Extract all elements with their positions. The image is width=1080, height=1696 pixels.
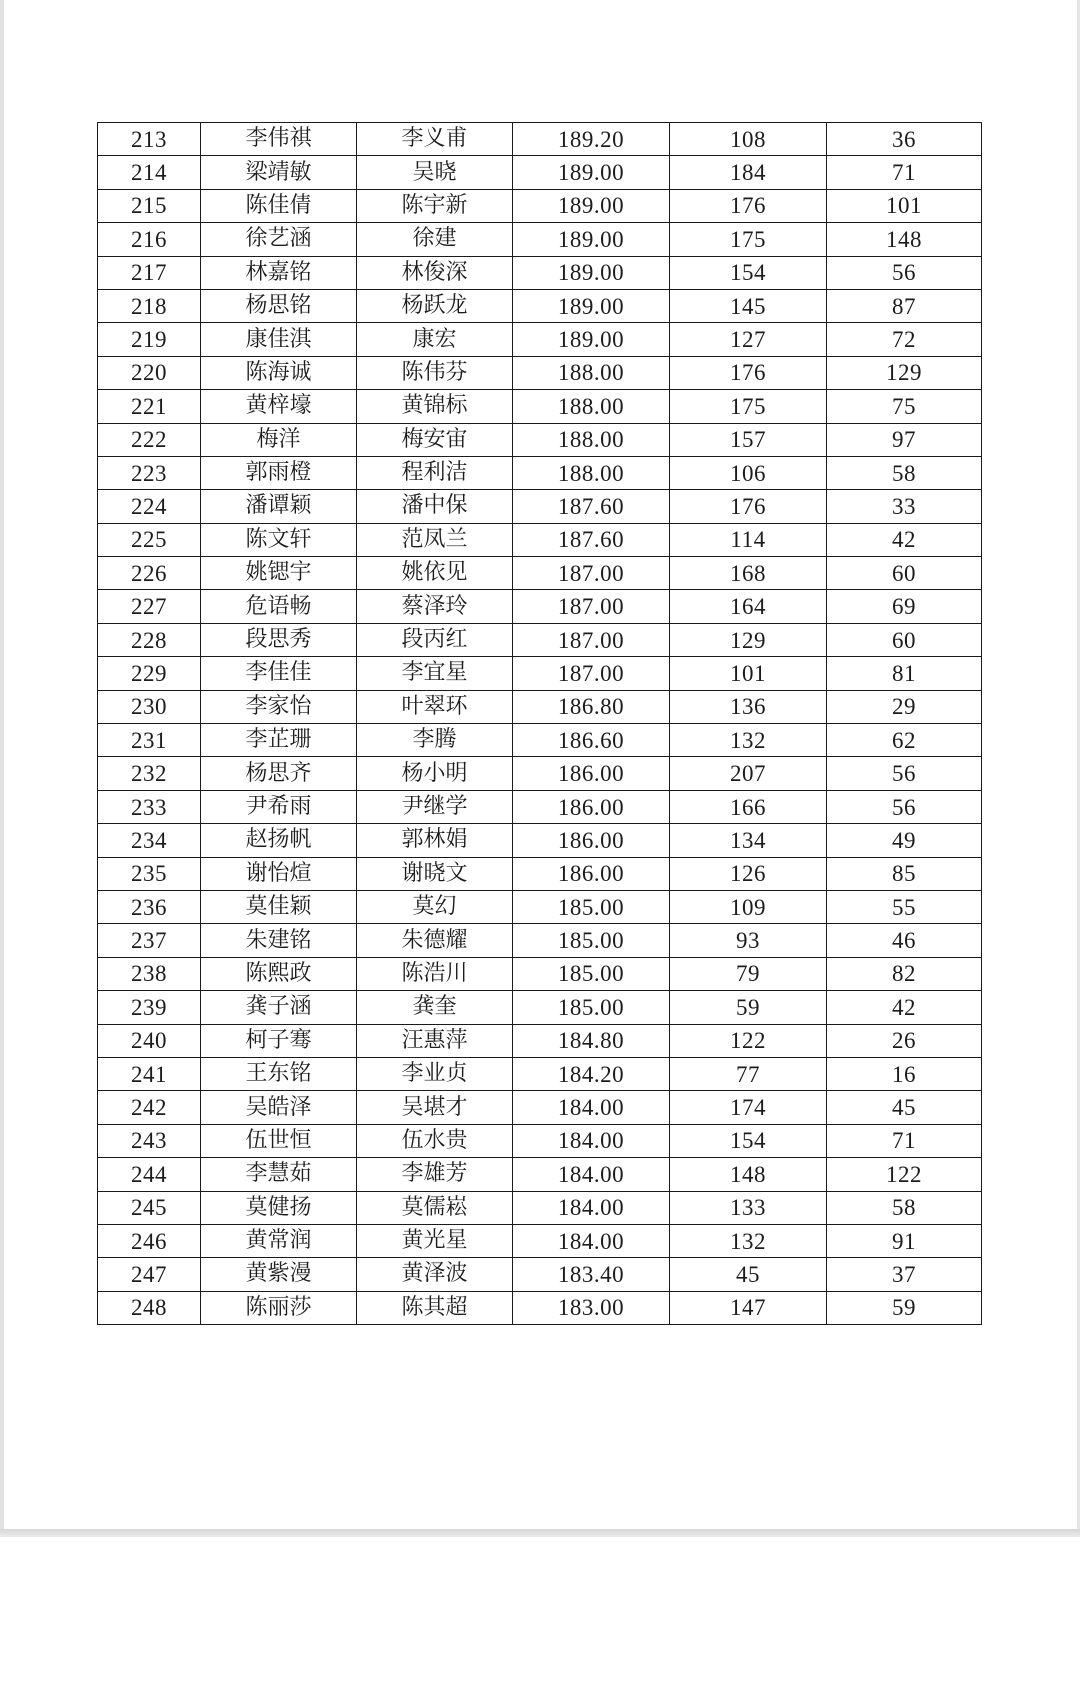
table-row — [98, 123, 982, 156]
table-row — [98, 757, 982, 790]
cell-student-name: 赵扬帆 — [201, 824, 357, 857]
table-row — [98, 724, 982, 757]
cell-rank: 232 — [98, 757, 201, 790]
cell-score: 188.00 — [513, 390, 670, 423]
table-row — [98, 957, 982, 990]
cell-student-name: 杨思齐 — [201, 757, 357, 790]
cell-col5: 147 — [670, 1291, 827, 1324]
cell-student-name: 姚锶宇 — [201, 557, 357, 590]
cell-score: 186.60 — [513, 724, 670, 757]
cell-col5: 106 — [670, 456, 827, 489]
cell-student-name: 李伟祺 — [201, 123, 357, 156]
cell-col5: 164 — [670, 590, 827, 623]
cell-col5: 129 — [670, 623, 827, 656]
cell-student-name: 林嘉铭 — [201, 256, 357, 289]
table-row — [98, 1224, 982, 1257]
cell-guardian-name: 龚奎 — [357, 991, 513, 1024]
cell-col6: 62 — [827, 724, 982, 757]
cell-score: 185.00 — [513, 991, 670, 1024]
cell-col6: 55 — [827, 890, 982, 923]
table-row — [98, 323, 982, 356]
cell-rank: 248 — [98, 1291, 201, 1324]
cell-col5: 168 — [670, 557, 827, 590]
cell-rank: 229 — [98, 657, 201, 690]
cell-col6: 46 — [827, 924, 982, 957]
cell-col6: 101 — [827, 189, 982, 222]
cell-rank: 226 — [98, 557, 201, 590]
cell-col5: 176 — [670, 356, 827, 389]
cell-col5: 176 — [670, 189, 827, 222]
cell-score: 185.00 — [513, 957, 670, 990]
cell-guardian-name: 杨小明 — [357, 757, 513, 790]
table-row — [98, 390, 982, 423]
table-row — [98, 890, 982, 923]
cell-rank: 233 — [98, 790, 201, 823]
cell-col5: 101 — [670, 657, 827, 690]
cell-score: 184.00 — [513, 1124, 670, 1157]
cell-col6: 72 — [827, 323, 982, 356]
cell-guardian-name: 段丙红 — [357, 623, 513, 656]
cell-col5: 154 — [670, 256, 827, 289]
cell-col6: 58 — [827, 456, 982, 489]
scan-left-edge — [0, 0, 4, 1533]
cell-col5: 109 — [670, 890, 827, 923]
score-table — [97, 122, 982, 1325]
cell-guardian-name: 莫儒崧 — [357, 1191, 513, 1224]
cell-guardian-name: 徐建 — [357, 223, 513, 256]
cell-student-name: 陈文轩 — [201, 523, 357, 556]
cell-score: 189.00 — [513, 289, 670, 322]
cell-student-name: 段思秀 — [201, 623, 357, 656]
table-row — [98, 356, 982, 389]
cell-student-name: 柯子骞 — [201, 1024, 357, 1057]
cell-col6: 71 — [827, 1124, 982, 1157]
table-row — [98, 1024, 982, 1057]
cell-col6: 87 — [827, 289, 982, 322]
cell-student-name: 黄梓壕 — [201, 390, 357, 423]
cell-col5: 166 — [670, 790, 827, 823]
cell-rank: 213 — [98, 123, 201, 156]
cell-guardian-name: 李雄芳 — [357, 1158, 513, 1191]
cell-guardian-name: 李宜星 — [357, 657, 513, 690]
cell-student-name: 危语畅 — [201, 590, 357, 623]
cell-score: 184.20 — [513, 1057, 670, 1090]
cell-col6: 37 — [827, 1258, 982, 1291]
cell-score: 187.60 — [513, 490, 670, 523]
cell-score: 186.00 — [513, 790, 670, 823]
cell-student-name: 黄紫漫 — [201, 1258, 357, 1291]
cell-rank: 247 — [98, 1258, 201, 1291]
cell-col5: 136 — [670, 690, 827, 723]
cell-rank: 216 — [98, 223, 201, 256]
cell-guardian-name: 伍水贵 — [357, 1124, 513, 1157]
cell-score: 185.00 — [513, 890, 670, 923]
cell-col6: 26 — [827, 1024, 982, 1057]
cell-col5: 93 — [670, 924, 827, 957]
cell-rank: 241 — [98, 1057, 201, 1090]
table-row — [98, 557, 982, 590]
table-row — [98, 423, 982, 456]
cell-score: 188.00 — [513, 456, 670, 489]
cell-guardian-name: 杨跃龙 — [357, 289, 513, 322]
cell-rank: 227 — [98, 590, 201, 623]
cell-score: 187.00 — [513, 590, 670, 623]
cell-student-name: 李佳佳 — [201, 657, 357, 690]
cell-guardian-name: 李业贞 — [357, 1057, 513, 1090]
cell-col6: 56 — [827, 757, 982, 790]
cell-student-name: 李芷珊 — [201, 724, 357, 757]
cell-guardian-name: 谢晓文 — [357, 857, 513, 890]
table-row — [98, 623, 982, 656]
cell-col6: 56 — [827, 790, 982, 823]
cell-rank: 246 — [98, 1224, 201, 1257]
cell-col6: 82 — [827, 957, 982, 990]
cell-rank: 244 — [98, 1158, 201, 1191]
table-row — [98, 1191, 982, 1224]
table-row — [98, 256, 982, 289]
cell-col5: 134 — [670, 824, 827, 857]
cell-guardian-name: 潘中保 — [357, 490, 513, 523]
cell-score: 186.80 — [513, 690, 670, 723]
cell-rank: 234 — [98, 824, 201, 857]
table-container — [97, 122, 982, 1325]
cell-score: 184.00 — [513, 1191, 670, 1224]
cell-col5: 176 — [670, 490, 827, 523]
cell-rank: 217 — [98, 256, 201, 289]
table-row — [98, 1258, 982, 1291]
table-row — [98, 289, 982, 322]
cell-student-name: 陈熙政 — [201, 957, 357, 990]
cell-col5: 174 — [670, 1091, 827, 1124]
table-row — [98, 1158, 982, 1191]
cell-score: 189.00 — [513, 256, 670, 289]
cell-rank: 218 — [98, 289, 201, 322]
cell-guardian-name: 林俊深 — [357, 256, 513, 289]
cell-col6: 29 — [827, 690, 982, 723]
cell-guardian-name: 莫幻 — [357, 890, 513, 923]
cell-score: 187.00 — [513, 657, 670, 690]
cell-col5: 45 — [670, 1258, 827, 1291]
cell-col5: 127 — [670, 323, 827, 356]
cell-rank: 243 — [98, 1124, 201, 1157]
cell-rank: 236 — [98, 890, 201, 923]
cell-rank: 239 — [98, 991, 201, 1024]
cell-col6: 60 — [827, 623, 982, 656]
cell-student-name: 郭雨橙 — [201, 456, 357, 489]
cell-score: 189.20 — [513, 123, 670, 156]
cell-rank: 220 — [98, 356, 201, 389]
table-row — [98, 1124, 982, 1157]
cell-col6: 16 — [827, 1057, 982, 1090]
cell-student-name: 黄常润 — [201, 1224, 357, 1257]
table-row — [98, 857, 982, 890]
cell-col6: 97 — [827, 423, 982, 456]
cell-col5: 59 — [670, 991, 827, 1024]
cell-score: 186.00 — [513, 824, 670, 857]
cell-rank: 221 — [98, 390, 201, 423]
table-row — [98, 189, 982, 222]
cell-student-name: 陈海诚 — [201, 356, 357, 389]
table-row — [98, 1057, 982, 1090]
cell-student-name: 杨思铭 — [201, 289, 357, 322]
cell-rank: 240 — [98, 1024, 201, 1057]
cell-score: 184.00 — [513, 1224, 670, 1257]
cell-score: 186.00 — [513, 857, 670, 890]
cell-student-name: 谢怡煊 — [201, 857, 357, 890]
cell-guardian-name: 黄锦标 — [357, 390, 513, 423]
table-row — [98, 1291, 982, 1324]
cell-col6: 36 — [827, 123, 982, 156]
cell-guardian-name: 陈伟芬 — [357, 356, 513, 389]
cell-student-name: 朱建铭 — [201, 924, 357, 957]
cell-guardian-name: 吴晓 — [357, 156, 513, 189]
cell-guardian-name: 李义甫 — [357, 123, 513, 156]
cell-score: 188.00 — [513, 423, 670, 456]
table-row — [98, 1091, 982, 1124]
cell-guardian-name: 程利洁 — [357, 456, 513, 489]
cell-student-name: 莫佳颖 — [201, 890, 357, 923]
cell-col5: 207 — [670, 757, 827, 790]
cell-col5: 132 — [670, 724, 827, 757]
cell-col5: 108 — [670, 123, 827, 156]
cell-student-name: 莫健扬 — [201, 1191, 357, 1224]
cell-score: 185.00 — [513, 924, 670, 957]
cell-col6: 42 — [827, 991, 982, 1024]
cell-col5: 126 — [670, 857, 827, 890]
cell-student-name: 潘谭颖 — [201, 490, 357, 523]
cell-col6: 56 — [827, 256, 982, 289]
cell-col5: 79 — [670, 957, 827, 990]
cell-student-name: 李慧茹 — [201, 1158, 357, 1191]
cell-col5: 77 — [670, 1057, 827, 1090]
cell-col5: 145 — [670, 289, 827, 322]
cell-student-name: 龚子涵 — [201, 991, 357, 1024]
cell-score: 189.00 — [513, 156, 670, 189]
table-row — [98, 156, 982, 189]
cell-guardian-name: 范凤兰 — [357, 523, 513, 556]
cell-col5: 132 — [670, 1224, 827, 1257]
cell-score: 189.00 — [513, 323, 670, 356]
cell-rank: 225 — [98, 523, 201, 556]
table-row — [98, 456, 982, 489]
table-row — [98, 223, 982, 256]
cell-score: 188.00 — [513, 356, 670, 389]
cell-guardian-name: 梅安宙 — [357, 423, 513, 456]
cell-score: 183.40 — [513, 1258, 670, 1291]
cell-guardian-name: 黄泽波 — [357, 1258, 513, 1291]
table-row — [98, 924, 982, 957]
cell-col6: 129 — [827, 356, 982, 389]
cell-guardian-name: 叶翠环 — [357, 690, 513, 723]
cell-col5: 148 — [670, 1158, 827, 1191]
cell-guardian-name: 康宏 — [357, 323, 513, 356]
cell-col6: 58 — [827, 1191, 982, 1224]
cell-rank: 242 — [98, 1091, 201, 1124]
cell-score: 183.00 — [513, 1291, 670, 1324]
table-row — [98, 657, 982, 690]
cell-guardian-name: 汪惠萍 — [357, 1024, 513, 1057]
cell-col5: 154 — [670, 1124, 827, 1157]
cell-rank: 231 — [98, 724, 201, 757]
cell-score: 184.00 — [513, 1091, 670, 1124]
cell-score: 184.80 — [513, 1024, 670, 1057]
cell-col6: 42 — [827, 523, 982, 556]
cell-rank: 237 — [98, 924, 201, 957]
cell-col6: 49 — [827, 824, 982, 857]
cell-col5: 184 — [670, 156, 827, 189]
table-row — [98, 824, 982, 857]
cell-student-name: 徐艺涵 — [201, 223, 357, 256]
cell-score: 189.00 — [513, 223, 670, 256]
cell-guardian-name: 姚依见 — [357, 557, 513, 590]
cell-col5: 175 — [670, 390, 827, 423]
cell-col5: 175 — [670, 223, 827, 256]
table-row — [98, 790, 982, 823]
cell-student-name: 梁靖敏 — [201, 156, 357, 189]
cell-rank: 224 — [98, 490, 201, 523]
cell-rank: 215 — [98, 189, 201, 222]
cell-student-name: 陈佳倩 — [201, 189, 357, 222]
scan-bottom-edge — [0, 1529, 1080, 1537]
table-row — [98, 690, 982, 723]
table-row — [98, 590, 982, 623]
cell-col5: 133 — [670, 1191, 827, 1224]
cell-score: 186.00 — [513, 757, 670, 790]
cell-guardian-name: 吴堪才 — [357, 1091, 513, 1124]
cell-guardian-name: 尹继学 — [357, 790, 513, 823]
cell-score: 184.00 — [513, 1158, 670, 1191]
cell-col6: 33 — [827, 490, 982, 523]
cell-col6: 85 — [827, 857, 982, 890]
table-row — [98, 523, 982, 556]
cell-score: 187.00 — [513, 557, 670, 590]
cell-guardian-name: 郭林娟 — [357, 824, 513, 857]
cell-col6: 71 — [827, 156, 982, 189]
table-row — [98, 991, 982, 1024]
cell-student-name: 陈丽莎 — [201, 1291, 357, 1324]
table-body — [98, 123, 982, 1325]
cell-col6: 75 — [827, 390, 982, 423]
cell-guardian-name: 朱德耀 — [357, 924, 513, 957]
cell-guardian-name: 陈其超 — [357, 1291, 513, 1324]
table-row — [98, 490, 982, 523]
cell-student-name: 王东铭 — [201, 1057, 357, 1090]
cell-score: 187.00 — [513, 623, 670, 656]
cell-student-name: 李家怡 — [201, 690, 357, 723]
cell-student-name: 康佳淇 — [201, 323, 357, 356]
cell-student-name: 吴皓泽 — [201, 1091, 357, 1124]
cell-score: 187.60 — [513, 523, 670, 556]
cell-rank: 228 — [98, 623, 201, 656]
cell-col6: 45 — [827, 1091, 982, 1124]
cell-rank: 222 — [98, 423, 201, 456]
cell-score: 189.00 — [513, 189, 670, 222]
cell-rank: 214 — [98, 156, 201, 189]
cell-rank: 223 — [98, 456, 201, 489]
cell-guardian-name: 黄光星 — [357, 1224, 513, 1257]
cell-col5: 157 — [670, 423, 827, 456]
cell-rank: 219 — [98, 323, 201, 356]
cell-rank: 245 — [98, 1191, 201, 1224]
cell-guardian-name: 陈浩川 — [357, 957, 513, 990]
cell-col6: 69 — [827, 590, 982, 623]
cell-student-name: 尹希雨 — [201, 790, 357, 823]
cell-col6: 148 — [827, 223, 982, 256]
cell-guardian-name: 李腾 — [357, 724, 513, 757]
cell-student-name: 伍世恒 — [201, 1124, 357, 1157]
cell-col5: 122 — [670, 1024, 827, 1057]
cell-col5: 114 — [670, 523, 827, 556]
cell-rank: 238 — [98, 957, 201, 990]
cell-col6: 60 — [827, 557, 982, 590]
cell-guardian-name: 陈宇新 — [357, 189, 513, 222]
cell-guardian-name: 蔡泽玲 — [357, 590, 513, 623]
cell-col6: 122 — [827, 1158, 982, 1191]
cell-rank: 235 — [98, 857, 201, 890]
cell-col6: 91 — [827, 1224, 982, 1257]
cell-col6: 81 — [827, 657, 982, 690]
cell-student-name: 梅洋 — [201, 423, 357, 456]
cell-col6: 59 — [827, 1291, 982, 1324]
cell-rank: 230 — [98, 690, 201, 723]
